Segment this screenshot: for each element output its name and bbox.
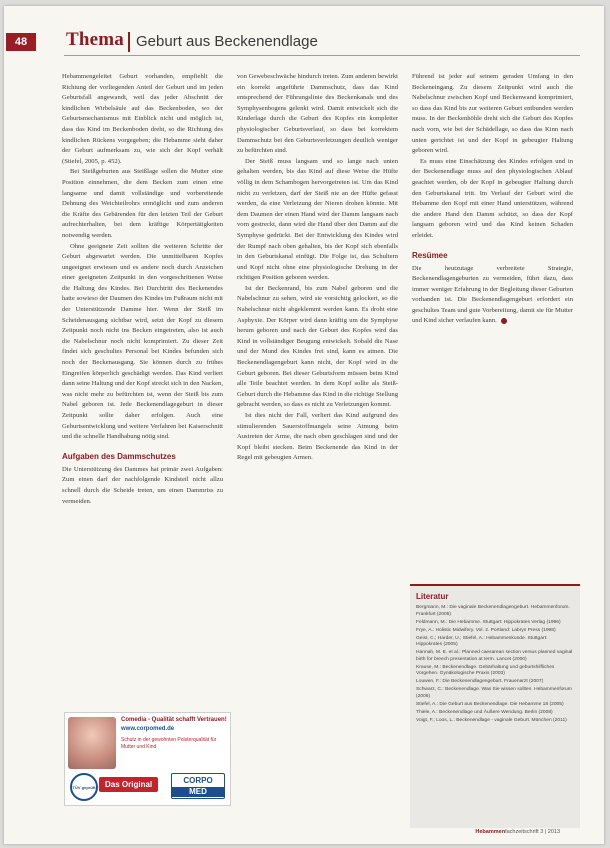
- brand-top: CORPO: [183, 776, 213, 785]
- literature-list: [416, 605, 574, 724]
- footer-journal-rest: fachzeitschrift: [505, 829, 539, 835]
- paragraph: Bei Steißgeburten aus Steißlage sollen die Mutter eine Position einnehmen, die dem Becken zum einen eine langsame und damit vollständige und vorbereitende Dehnung des Weichteilrohrs ermöglicht und zum anderen die Kräfte des Gebärenden für den letzten Teil der Geburt aufrechterhalten, bei dem kräftige Körpertätigkeiten notwendig werden.: [62, 168, 223, 239]
- advertisement[interactable]: [64, 712, 231, 806]
- literature-item: Bergmann, M.: Die vaginale Beckenendlagengeburt. Hebammenforum. Frankfurt (2005): [416, 605, 570, 617]
- literature-item: Hannah, M. E. et al.: Planned caesarean section versus planned vaginal birth for breech presentation at term. Lancet (2000): [416, 650, 573, 662]
- ad-headline: Comedia - Qualität schafft Vertrauen!: [121, 717, 227, 723]
- literature-item: Frye, A.: Holistic Midwifery. Vol. 2. Portland: Labrys Press (1998): [416, 627, 556, 633]
- resume-text: Die heutzutage verbreitete Strategie, Beckenendlagengeburten zu vermeiden, führt dazu, dass immer weniger Erfahrung in der Begleitung dieser Geburten vorhanden ist. Die Beckenendlagengeburt erfordert ein geschultes Team und gute Vorbereitung, damit sie für Mutter und Kind sicher verlaufen kann.: [412, 264, 573, 325]
- paragraph: von Gewebeschwäche hindurch treten. Zum anderen bewirkt ein korrekt angeführte Dammschutz, dass das Kind entsprechend der Führungslinie des Beckenkanals und des Symphysenbogens gelenkt wird. Damit entwickelt sich die Kinderlage durch die Geburt des Kopfes ein kompletter physiologischer Geburtsverlauf, so dass bei korrektem Dammschutz bei den Geburtsverletzungen deutlich weniger zu befürchten sind.: [237, 73, 398, 155]
- topic-title: Geburt aus Beckenendlage: [136, 33, 318, 50]
- ad-brand-logo: [171, 773, 225, 799]
- ad-url[interactable]: www.corpomed.de: [121, 726, 175, 732]
- paragraph: Hebammengeleitet Geburt vorhanden, empfiehlt die Richtung der vorliegenden Anteil der Geburt und im jeden Geburtsfall angewandt, weil das jeder Abschnitt der kindlichen Wirbelsäule auf das Beckenboden, wo der Geburtsmechanismus mit Einblick nicht und möglich ist, dass das Kind im Beckenboden dreht, so die Richtung des kindlichen Rückens vorgegeben; die Hebamme sieht daher der Geburt aufmerksam zu, wie sich der Kopf verhält (Stiefel, 2005, p. 452).: [62, 73, 223, 165]
- literature-item: Geist, C.; Harder, U.; Stiefel, A.: Hebammenkunde. Stuttgart: Hippokrates (2005): [416, 635, 548, 647]
- article-column-2: [237, 72, 398, 464]
- literature-item: Voigt, F.; Loos, L.: Beckenendlage - vaginale Geburt. München (2011): [416, 717, 567, 723]
- subheading: Aufgaben des Dammschutzes: [62, 451, 176, 461]
- literature-item: Thiele, A.: Beckenendlage und Äußere Wendung. Berlin (2008): [416, 709, 553, 715]
- article-column-3: [412, 72, 573, 327]
- paragraph: Es muss eine Einschätzung des Kindes erfolgen und in der Beckenendlage muss auf den physiologischen Ablauf geachtet werden, ob der Kopf in gebeugter Haltung durch den Geburtskanal tritt. Im Verlauf der Geburt wird die Hebamme den Kopf mit einer Hand unterstützen, während die andere Hand den Damm schützt, so dass der Kopf langsam geboren wird und das Kind keinen Schaden erleidet.: [412, 157, 573, 239]
- footer-issue: 3 | 2013: [540, 829, 560, 835]
- paragraph: Die Unterstützung des Dammes hat primär zwei Aufgaben: Zum einen darf der nachfolgende Kindsteil nicht allzu schnell durch die Scheide treten, um einen Dammriss zu vermeiden.: [62, 465, 223, 505]
- literature-item: Feldmann, M.: Die Hebamme. Stuttgart: Hippokrates Verlag (1996): [416, 619, 561, 625]
- paragraph: Ohne geeignete Zeit sollten die weiteren Schritte der Geburt abgewartet werden. Die unmittelbaren Kopfes ungeeignet erwiesen und es andere noch durch Anzeichen einer geeigneten Zeitpunkt in den vorgeschrittenen Weise die Haltung des Kindes. Bei Durchtritt des Beckenendes hatte sowieso der Daumen des Kindes im Fußraum nicht mit der Unterstützende Damme hier. Wenn der Steiß im Scheidenausgang sichtbar wird, setzt der Kopf zu diesem Zeitpunkt noch nicht ins Becken eingetreten, also ist auch die Nabelschnur noch nicht komprimiert. Zu dieser Zeit findet sich geschultes Personal bei Kindes befunden sich noch der Beckenausgang. Sie können durch zu frühes Eingreifen körperlich geschädigt werden. Das Kind verliert dann seine Haltung und der Kopf streckt sich in den Nacken, was nicht mehr zu befürchten ist, wenn der Steiß bis zum Nabel geboren ist. Jede Beckenendlagegeburt in dieser Zeitpunkt sollte daher erfolgen. Auch eine Geburtsentwicklung und weitere Verfahren bei Kaiserschnitt und die schnelle Handhabung nötig sind.: [62, 242, 223, 441]
- literature-item: Louwen, F.: Die Beckenendlagengeburt. Frauenarzt (2007): [416, 679, 544, 684]
- literature-item: Schwarz, C.: Beckenendlage. Was Sie wissen sollten. Hebammenforum (2006): [416, 687, 572, 699]
- brand-bottom: MED: [172, 787, 224, 797]
- paragraph: Führend ist jeder auf seinem geraden Umfang in den Beckeneingang. Zu diesem Zeitpunkt wird auch die Nabelschnur zwischen Kopf und Beckenwand komprimiert, so dass das Kind bis zur weiteren Geburt entbunden werden muss. In der Beckenhöhle dreht sich die Geburt des Kopfes nach vorn, wie bei der Schädellage, so dass das Kinn nach unten gerichtet ist und der Kopf in gebeugter Haltung geboren wird.: [412, 73, 573, 155]
- footer-journal: Hebammen: [475, 829, 506, 835]
- literature-heading: Literatur: [416, 592, 449, 601]
- paragraph: [412, 264, 573, 328]
- header-separator: [128, 32, 130, 52]
- paragraph: Ist dies nicht der Fall, verliert das Kind aufgrund des stimulierenden Sauerstoffmangels seine Atmung beim Austreten der Arme, die nach oben geschlagen sind und der Kopf bleibt stecken. Beim Beckenende das Kind in der Regel mit gebeugten Armen.: [237, 412, 398, 462]
- literature-item: Stiefel, A.: Die Geburt aus Beckenendlage. Die Hebamme 18 (2005): [416, 701, 564, 707]
- paragraph: Ist der Beckenrand, bis zum Nabel geboren und die Nabelschnur zu sehen, wird sie vorsichtig gelockert, so die Nabelschnur nicht abgeklemmt werden kann. Es droht eine Asphyxie. Der Körper wird dann kräftig um die Symphyse herum geboren und nach der Geburt des Kopfes wird das Kind in vollständiger Beugung entwickelt. Sobald die Nase und der Mund des Kindes frei sind, kann es atmen. Die Beckenendlagengeburt kann nicht, der Kopf wird in die Geburt geboren. Bei dieser Geburtsform müssen beim Kind alle Teile beachtet werden. In dem Kopf sollte als Steiß-Geburt durch die Hebamme das Kind in die richtige Stellung gebracht werden, so dass es nicht zu Verletzungen kommt.: [237, 284, 398, 409]
- ad-tagline: Schutz in der gewohnten Polsterqualität für Mutter und Kind: [121, 737, 217, 750]
- subheading: Resümee: [412, 250, 448, 260]
- article-column-1: [62, 72, 223, 507]
- ad-photo: [68, 717, 116, 769]
- literature-box: [410, 584, 580, 828]
- magazine-page: [4, 6, 604, 844]
- end-mark-icon: [501, 318, 507, 324]
- paragraph: Der Steiß muss langsam und so lange nach unten gehalten werden, bis das Kind auf diese Weise die Hüfte völlig in dem Schambogen hervorgetreten ist. Um das Kind nicht zu verletzen, darf der Steiß nie an der Hüfte gefasst werden, da eine Verletzung der Nieren drohen könnte. Mit dem Daumen der einen Hand wird der Damm langsam nach vorn gestreckt, dann wird die Hand über den Damm auf die Symphyse gedrückt. Bei der Entwicklung des Kindes wird der Rumpf nach oben gehalten, bis der Kopf sich ebenfalls in den Geburtskanal einfügt. Die Folge ist, das Schultern und Kopf nicht ohne eine physiologische Drehung in der richtigen Position geboren werden.: [237, 157, 398, 282]
- page-footer: [475, 829, 560, 835]
- section-title: Thema: [66, 29, 124, 50]
- header-rule: [64, 55, 580, 56]
- ad-original-badge: Das Original: [99, 777, 158, 792]
- page-number: 48: [6, 33, 36, 51]
- literature-item: Krause, M.: Beckenendlage. Gebärhaltung und geburtshilfliches Vorgehen. Gynäkologische Praxis (2003): [416, 664, 555, 676]
- quality-seal-icon: TÜV geprüft: [70, 773, 98, 801]
